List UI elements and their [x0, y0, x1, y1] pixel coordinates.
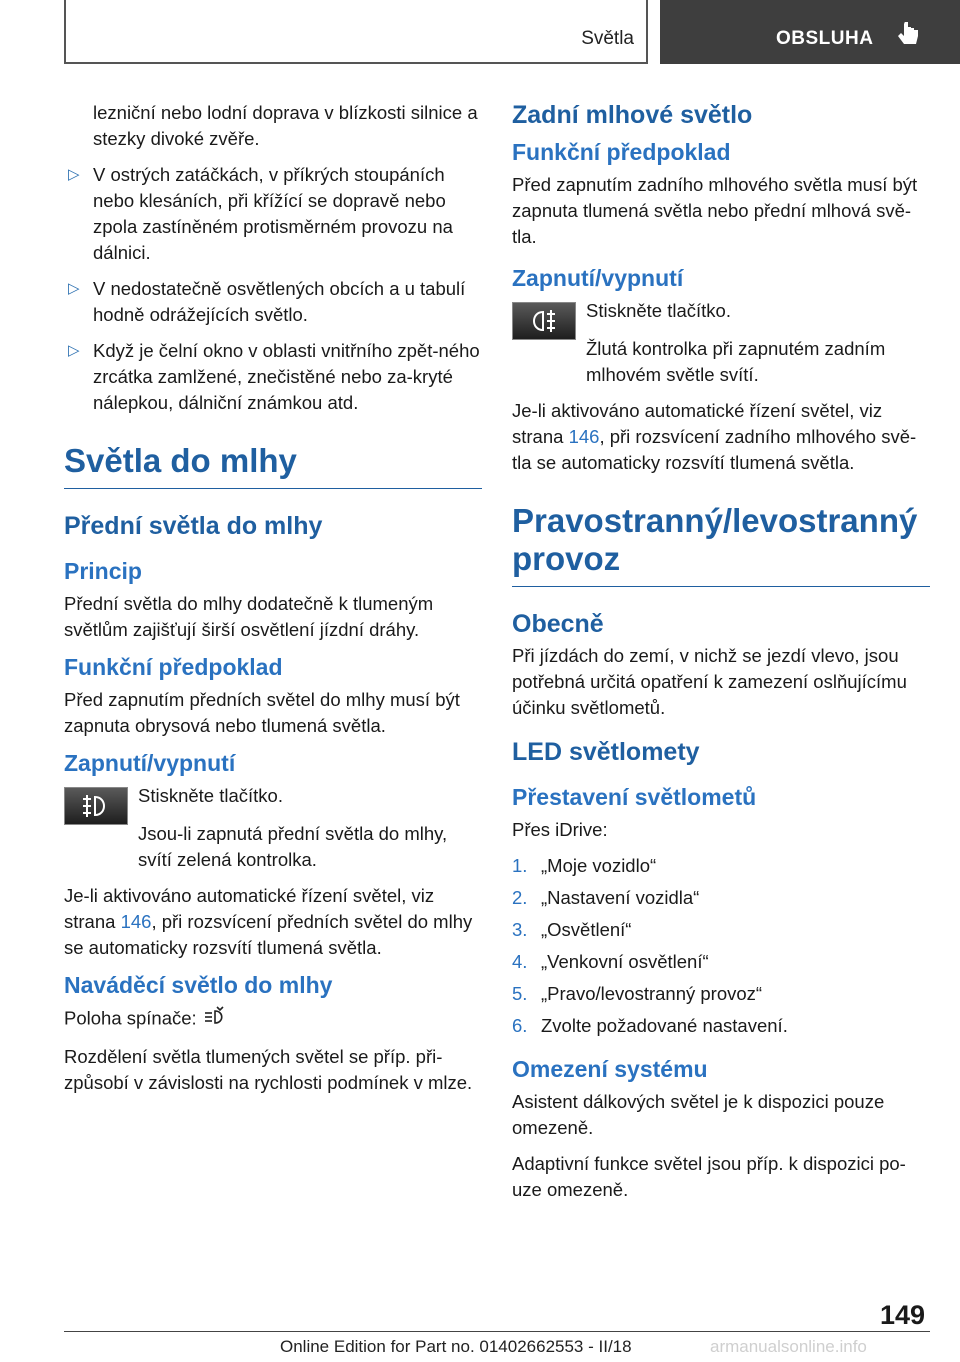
- heading-prerequisite: Funkční předpoklad: [64, 654, 283, 680]
- list-item: [64, 276, 482, 328]
- list-item: [64, 162, 482, 266]
- heading-guide-fog-light: Naváděcí světlo do mlhy: [64, 972, 333, 998]
- list-item-text: Když je čelní okno v oblasti vnitřního zpět-ného zrcátka zamlžené, znečistěné nebo za-kryté nálepkou, dálniční známkou atd.: [93, 340, 480, 413]
- auto-light-rear-text: Je-li aktivováno automatické řízení světel, viz strana 146, při rozsvícení zadního mlhového svě-tla se automaticky rozsvítí tlumená světla.: [512, 400, 917, 473]
- heading-on-off-rear: Zapnutí/vypnutí: [512, 265, 684, 291]
- list-item: 4. „Venkovní osvětlení“: [512, 951, 709, 972]
- guide-fog-text: Rozdělení světla tlumených světel se příp. při-způsobí v závislosti na rychlosti podmínek v mlze.: [64, 1046, 473, 1093]
- list-item: 1. „Moje vozidlo“: [512, 855, 657, 876]
- triangle-bullet-icon: ▷: [68, 280, 80, 297]
- auto-light-text: Je-li aktivováno automatické řízení světel, viz strana 146, při rozsvícení předních světel do mlhy se automaticky rozsvítí tlumená světla.: [64, 885, 473, 958]
- heading-fog-lights: Světla do mlhy: [64, 442, 482, 489]
- triangle-bullet-icon: ▷: [68, 166, 80, 183]
- hand-pointer-icon: [896, 22, 920, 53]
- press-button-text: Stiskněte tlačítko.: [138, 785, 283, 806]
- header-chapter-title: OBSLUHA: [776, 28, 874, 49]
- prerequisite-rear-text: Před zapnutím zadního mlhového světla musí být zapnuta tlumená světla nebo přední mlhová svě-tla.: [512, 174, 918, 247]
- principle-text: Přední světla do mlhy dodatečně k tlumeným světlům zajišťují širší osvětlení jízdní dráhy.: [64, 593, 434, 640]
- right-column: [512, 100, 930, 1213]
- footer-edition: Online Edition for Part no. 01402662553 - II/18: [280, 1337, 632, 1356]
- page-link-146-rear[interactable]: 146: [568, 426, 600, 447]
- front-fog-button-row: [64, 783, 482, 843]
- heading-prerequisite-rear: Funkční předpoklad: [512, 139, 731, 165]
- limits-text-1: Asistent dálkových světel je k dispozici pouze omezeně.: [512, 1091, 885, 1138]
- auto-light-switch-icon: [202, 1005, 228, 1034]
- list-item: 3. „Osvětlení“: [512, 919, 632, 940]
- heading-headlight-adjust: Přestavení světlometů: [512, 784, 757, 810]
- heading-rear-fog-light: Zadní mlhové světlo: [512, 101, 753, 129]
- intro-continuation: lezniční nebo lodní doprava v blízkosti silnice a stezky divoké zvěře.: [93, 102, 478, 149]
- heading-traffic-side: Pravostranný/levostranný provoz: [512, 502, 930, 587]
- triangle-bullet-icon: ▷: [68, 342, 80, 359]
- page-number: 149: [880, 1300, 926, 1330]
- yellow-indicator-text: Žlutá kontrolka při zapnutém zadním mlhovém světle svítí.: [586, 338, 886, 385]
- list-item: 6. Zvolte požadované nastavení.: [512, 1015, 788, 1036]
- list-item-text: V nedostatečně osvětlených obcích a u tabulí hodně odrážejících světlo.: [93, 278, 466, 325]
- heading-led-headlights: LED světlomety: [512, 738, 700, 766]
- heading-on-off: Zapnutí/vypnutí: [64, 750, 236, 776]
- limits-text-2: Adaptivní funkce světel jsou příp. k dispozici po-uze omezeně.: [512, 1153, 906, 1200]
- list-item-text: V ostrých zatáčkách, v příkrých stoupáních nebo klesáních, při křížící se dopravě nebo zpola zastíněném protisměrném provozu na dálnici.: [93, 164, 453, 263]
- left-column: [64, 100, 482, 1106]
- rear-fog-light-icon: [512, 302, 576, 340]
- prerequisite-text: Před zapnutím předních světel do mlhy musí být zapnuta obrysová nebo tlumená světla.: [64, 689, 460, 736]
- heading-general: Obecně: [512, 610, 604, 638]
- switch-position-text: Poloha spínače:: [64, 1005, 482, 1034]
- header-section-title: Světla: [581, 28, 634, 49]
- heading-principle: Princip: [64, 558, 142, 584]
- heading-front-fog-lights: Přední světla do mlhy: [64, 512, 323, 540]
- idrive-text: Přes iDrive:: [512, 819, 608, 840]
- header-section-box: [64, 0, 648, 64]
- list-item: [64, 338, 482, 416]
- list-item: 2. „Nastavení vozidla“: [512, 887, 700, 908]
- heading-system-limits: Omezení systému: [512, 1056, 708, 1082]
- general-text: Při jízdách do zemí, v nichž se jezdí vlevo, jsou potřebná určitá opatření k zamezení oslňujícímu účinku světlometů.: [512, 645, 907, 718]
- press-button-rear-text: Stiskněte tlačítko.: [586, 300, 731, 321]
- front-fog-light-icon: [64, 787, 128, 825]
- rear-fog-button-row: [512, 298, 930, 358]
- footer-divider: [64, 1331, 930, 1332]
- list-item: 5. „Pravo/levostranný provoz“: [512, 983, 763, 1004]
- page-link-146[interactable]: 146: [120, 911, 152, 932]
- green-indicator-text: Jsou-li zapnutá přední světla do mlhy, svítí zelená kontrolka.: [138, 823, 448, 870]
- watermark: armanualsonline.info: [710, 1337, 867, 1356]
- header-chapter-box: [660, 0, 960, 64]
